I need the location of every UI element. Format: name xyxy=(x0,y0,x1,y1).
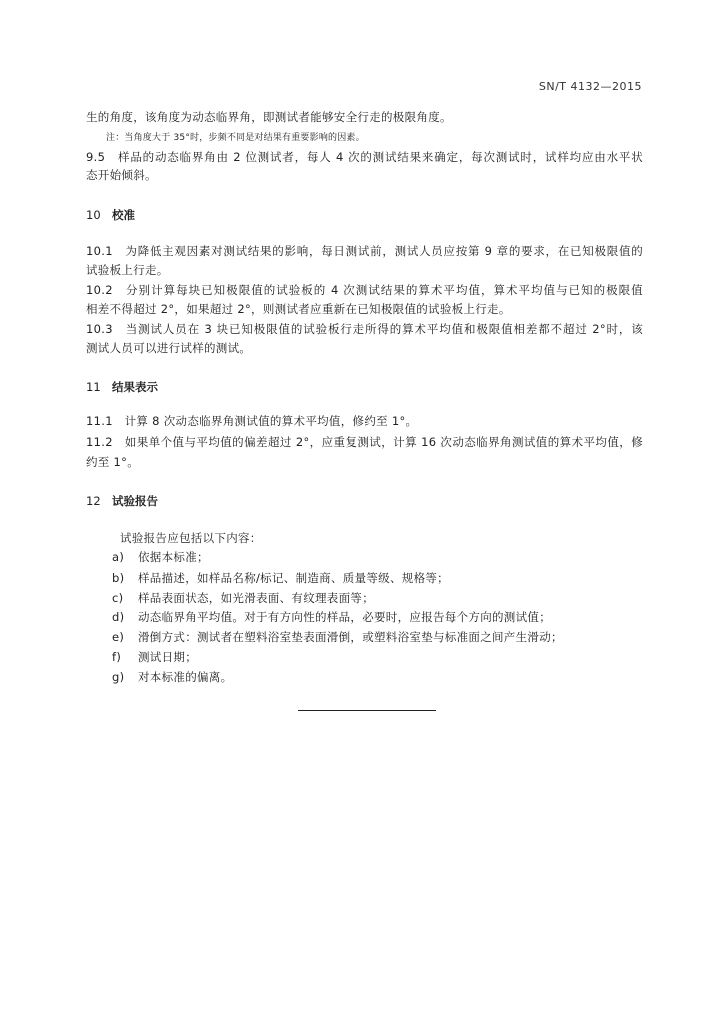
list-text: 滑倒方式：测试者在塑料浴室垫表面滑倒，或塑料浴室垫与标准面之间产生滑动； xyxy=(138,630,563,644)
clause-9-5-line-2: 态开始倾斜。 xyxy=(86,168,157,182)
continuation-line: 生的角度，该角度为动态临界角，即测试者能够安全行走的极限角度。 xyxy=(86,110,452,124)
clause-11-1: 11.1 计算 8 次动态临界角测试值的算术平均值，修约至 1°。 xyxy=(86,414,418,428)
report-item-c xyxy=(112,591,374,605)
end-of-document-rule xyxy=(298,710,436,711)
list-label: c) xyxy=(112,591,124,605)
clause-10-3-line-2: 测试人员可以进行试样的测试。 xyxy=(86,341,252,355)
list-label: b) xyxy=(112,571,125,585)
clause-9-5-line-1: 9.5 样品的动态临界角由 2 位测试者，每人 4 次的测试结果来确定，每次测试时，试样均应由水平状 xyxy=(86,150,643,164)
clause-10-2-line-1: 10.2 分别计算每块已知极限值的试验板的 4 次测试结果的算术平均值，算术平均值与已知的极限值 xyxy=(86,283,643,297)
standard-code: SN/T 4132—2015 xyxy=(538,80,642,93)
section-12-heading xyxy=(86,494,158,508)
report-item-f xyxy=(112,650,197,664)
list-label: a) xyxy=(112,550,125,564)
report-intro: 试验报告应包括以下内容： xyxy=(120,531,262,545)
section-11-heading xyxy=(86,380,158,394)
list-text: 依据本标准； xyxy=(138,550,209,564)
list-label: e) xyxy=(112,630,125,644)
list-text: 样品表面状态，如光滑表面、有纹理表面等； xyxy=(138,591,374,605)
section-title: 结果表示 xyxy=(112,380,158,394)
list-label: d) xyxy=(112,610,125,624)
report-item-e xyxy=(112,630,563,644)
clause-10-1-line-2: 试验板上行走。 xyxy=(86,263,169,277)
clause-11-2-line-1: 11.2 如果单个值与平均值的偏差超过 2°，应重复测试，计算 16 次动态临界角测试值的算术平均值，修 xyxy=(86,435,643,449)
section-number: 12 xyxy=(86,494,101,508)
section-number: 11 xyxy=(86,380,101,394)
clause-10-1-line-1: 10.1 为降低主观因素对测试结果的影响，每日测试前，测试人员应按第 9 章的要求，在已知极限值的 xyxy=(86,244,643,258)
clause-10-3-line-1: 10.3 当测试人员在 3 块已知极限值的试验板行走所得的算术平均值和极限值相差都不超过 2°时，该 xyxy=(86,322,643,336)
section-title: 试验报告 xyxy=(112,494,158,508)
list-label: f) xyxy=(112,650,122,664)
list-label: g) xyxy=(112,670,125,684)
section-title: 校准 xyxy=(112,208,135,222)
list-text: 样品描述，如样品名称/标记、制造商、质量等级、规格等； xyxy=(138,571,449,585)
list-text: 动态临界角平均值。对于有方向性的样品，必要时，应报告每个方向的测试值； xyxy=(138,610,551,624)
note-text: 注：当角度大于 35°时，步频不同是对结果有重要影响的因素。 xyxy=(106,133,365,143)
clause-10-2-line-2: 相差不得超过 2°，如果超过 2°，则测试者应重新在已知极限值的试验板上行走。 xyxy=(86,302,511,316)
report-item-d xyxy=(112,610,551,624)
list-text: 测试日期； xyxy=(138,650,197,664)
section-10-heading xyxy=(86,208,135,222)
report-item-g xyxy=(112,670,232,684)
list-text: 对本标准的偏离。 xyxy=(138,670,233,684)
section-number: 10 xyxy=(86,208,101,222)
report-item-b xyxy=(112,571,449,585)
clause-11-2-line-2: 约至 1°。 xyxy=(86,455,140,469)
report-item-a xyxy=(112,550,209,564)
